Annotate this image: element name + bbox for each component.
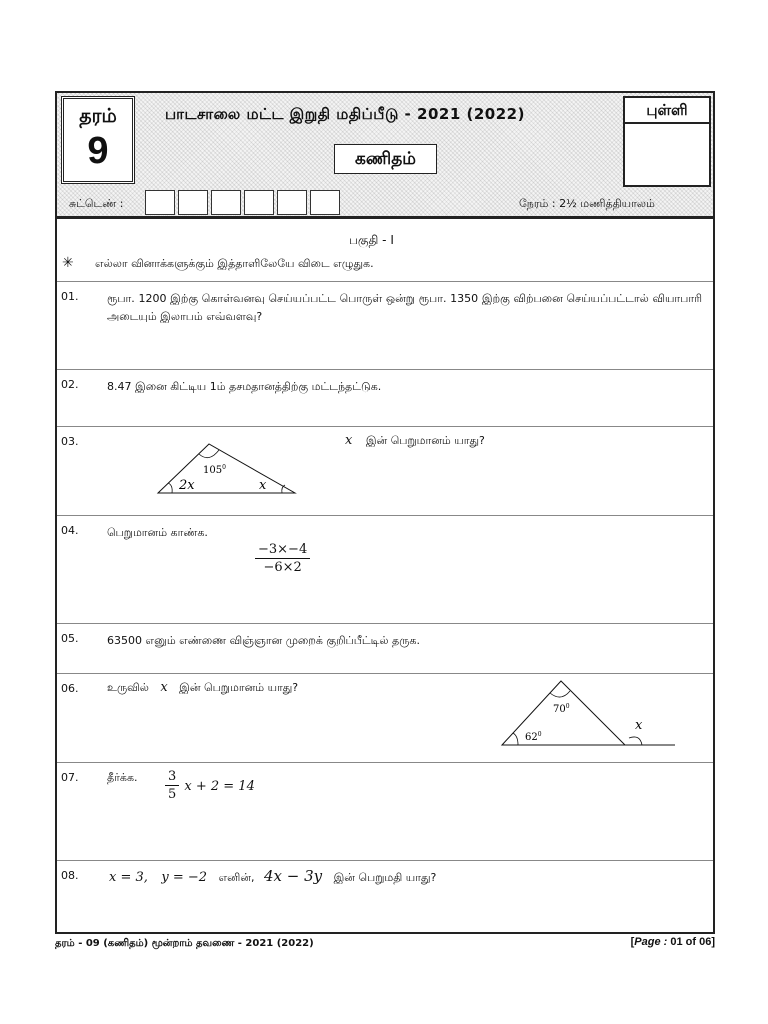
grade-number: 9: [87, 130, 109, 172]
triangle-figure-q3: [155, 441, 300, 497]
question-number: 08.: [61, 869, 79, 882]
question-01: [57, 282, 713, 370]
section-heading: [57, 219, 713, 282]
index-digit-box[interactable]: [277, 190, 307, 215]
equation: [165, 769, 255, 802]
index-digit-box[interactable]: [178, 190, 208, 215]
exam-header: [57, 93, 713, 219]
page-value: 01 of 06]: [670, 936, 715, 948]
asterisk-icon: ✳: [62, 255, 74, 271]
page-indicator: [Page : 01 of 06]: [630, 936, 715, 948]
question-text: தீர்க்க.: [107, 771, 138, 784]
index-digit-box[interactable]: [244, 190, 274, 215]
index-digit-box[interactable]: [310, 190, 340, 215]
variable-x: x: [345, 433, 353, 448]
instruction-text: எல்லா வினாக்களுக்கும் இத்தாளிலேயே விடை எழுதுக.: [95, 257, 374, 270]
score-label: புள்ளி: [625, 98, 709, 124]
angle-label-left: 2x: [179, 478, 195, 493]
question-text-tail: இன் பெறுமானம் யாது?: [365, 434, 485, 447]
question-text: [109, 867, 436, 886]
question-05: [57, 624, 713, 674]
angle-label-top: $70^0$: [553, 703, 570, 715]
question-number: 04.: [61, 524, 79, 537]
question-02: [57, 370, 713, 427]
question-text: [345, 433, 485, 449]
index-digit-box[interactable]: [145, 190, 175, 215]
exam-page: [55, 91, 715, 934]
question-text: 63500 எனும் எண்ணை விஞ்ஞான முறைக் குறிப்பீட்டில் தருக.: [107, 634, 420, 647]
question-text-tail: இன் பெறுமதி யாது?: [333, 871, 437, 884]
coefficient-numerator: 3: [165, 769, 179, 786]
score-box: [623, 96, 711, 187]
question-text: 8.47 இனை கிட்டிய 1ம் தசமதானத்திற்கு மட்டந்தட்டுக.: [107, 380, 382, 393]
question-number: 07.: [61, 771, 79, 784]
equation-rest: x + 2 = 14: [184, 779, 255, 794]
section-title: பகுதி - I: [349, 233, 394, 247]
variable-x: x: [160, 680, 168, 695]
question-text: [107, 680, 298, 696]
angle-label-top: $105^0$: [203, 464, 226, 476]
question-number: 05.: [61, 632, 79, 645]
fraction-denominator: −6×2: [263, 560, 302, 575]
fraction-numerator: −3×−4: [255, 542, 310, 559]
angle-label-right: x: [259, 478, 267, 493]
question-number: 02.: [61, 378, 79, 391]
exterior-angle-label: x: [635, 718, 643, 733]
question-text-prefix: உருவில்: [107, 681, 149, 694]
question-number: 01.: [61, 290, 79, 303]
question-number: 03.: [61, 435, 79, 448]
triangle-figure-q6: [499, 678, 679, 750]
question-text-tail: இன் பெறுமானம் யாது?: [179, 681, 299, 694]
expression: 4x − 3y: [263, 867, 323, 885]
index-number-boxes: [145, 190, 343, 215]
exam-title: பாடசாலை மட்ட இறுதி மதிப்பீடு - 2021 (2022): [165, 105, 525, 123]
condition-x: x = 3,: [109, 870, 148, 885]
page-label: Page :: [634, 936, 668, 948]
fraction-expression: [255, 542, 310, 575]
question-number: 06.: [61, 682, 79, 695]
grade-label: தரம்: [79, 105, 117, 127]
subject-title: கணிதம்: [334, 144, 437, 174]
condition-connector: எனின்,: [218, 871, 255, 884]
index-number-label: சுட்டெண் :: [69, 197, 124, 210]
question-08: [57, 861, 713, 932]
grade-box: [61, 96, 135, 184]
question-text: ரூபா. 1200 இற்கு கொள்வனவு செய்யப்பட்ட பொருள் ஒன்று ரூபா. 1350 இற்கு விற்பனை செய்யப்பட்டால் வியாபாரி அடையும் இலாபம் எவ்வளவு?: [107, 292, 702, 323]
index-digit-box[interactable]: [211, 190, 241, 215]
coefficient-denominator: 5: [168, 787, 177, 802]
question-03: [57, 427, 713, 516]
question-04: [57, 516, 713, 624]
angle-label-left: $62^0$: [525, 731, 542, 743]
time-allowed: நேரம் : 2½ மணித்தியாலம்: [519, 197, 655, 210]
question-text: பெறுமானம் காண்க.: [107, 526, 208, 539]
footer-exam-info: தரம் - 09 (கணிதம்) மூன்றாம் தவணை - 2021 (2022): [55, 938, 314, 949]
condition-y: y = −2: [161, 870, 208, 885]
question-06: [57, 674, 713, 763]
question-07: [57, 763, 713, 861]
